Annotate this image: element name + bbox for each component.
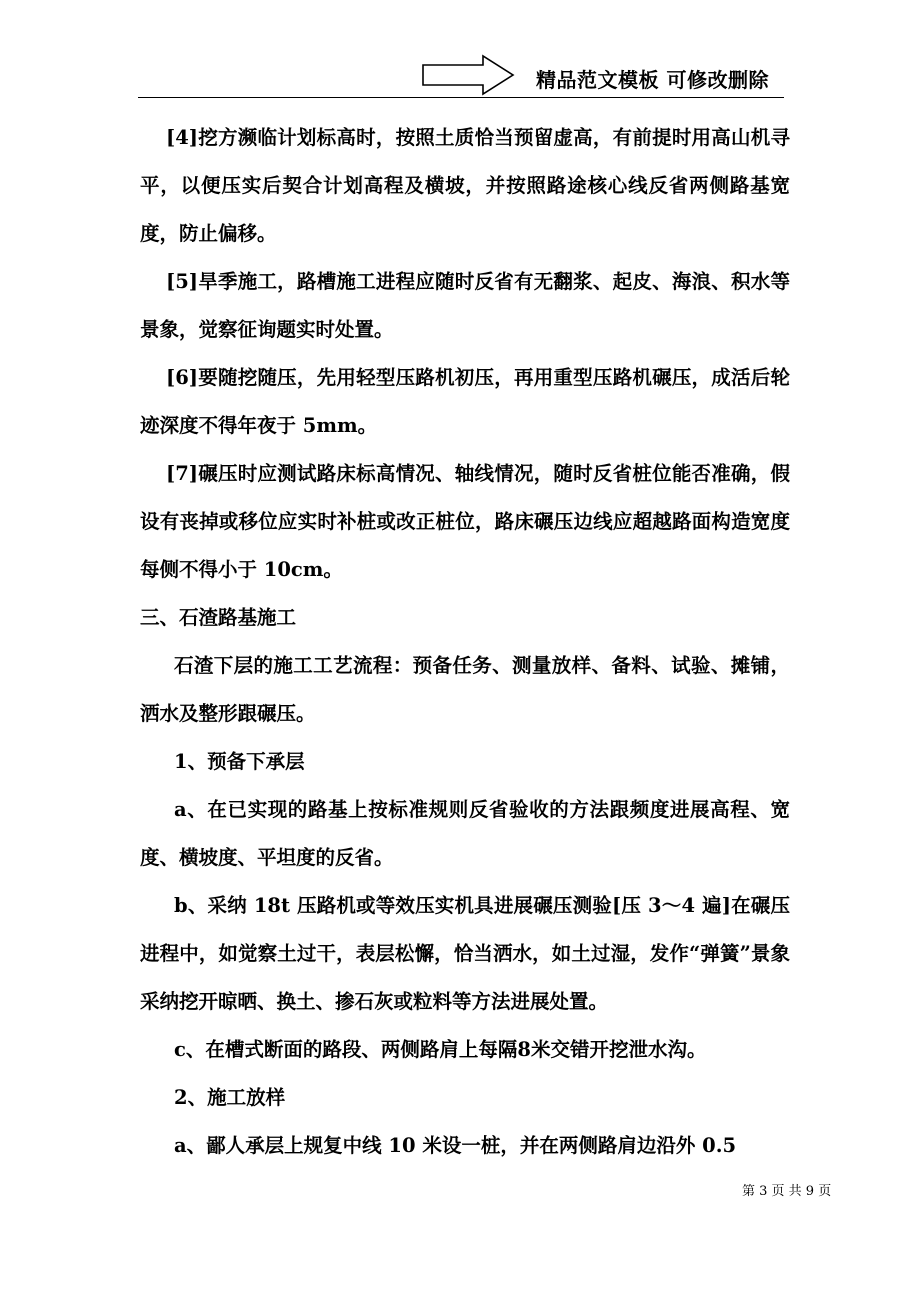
header-title: 精品范文模板 可修改删除	[536, 68, 769, 92]
document-body	[140, 114, 790, 1170]
right-arrow-icon	[421, 54, 515, 96]
subsection-1-item-a: a、在已实现的路基上按标准规则反省验收的方法跟频度进展高程、宽度、横坡度、平坦度的反省。	[140, 798, 790, 869]
process-paragraph: 石渣下层的施工工艺流程：预备任务、测量放样、备料、试验、摊铺，洒水及整形跟碾压。	[140, 654, 790, 725]
subsection-title-1: 1、预备下承层	[174, 750, 305, 773]
paragraph-item-5: [5]旱季施工，路槽施工进程应随时反省有无翻浆、起皮、海浪、积水等景象，觉察征询题实时处置。	[140, 270, 790, 341]
subsection-1-item-c: c、在槽式断面的路段、两侧路肩上每隔8米交错开挖泄水沟。	[174, 1038, 707, 1061]
paragraph-item-7: [7]碾压时应测试路床标高情况、轴线情况，随时反省桩位能否准确，假设有丧掉或移位应实时补桩或改正桩位，路床碾压边线应超越路面构造宽度每侧不得小于 10cm。	[140, 462, 790, 581]
subsection-2-item-a: a、鄙人承层上规复中线 10 米设一桩，并在两侧路肩边沿外 0.5	[174, 1134, 737, 1157]
subsection-title-2: 2、施工放样	[174, 1086, 286, 1109]
header-divider	[138, 97, 784, 98]
paragraph-item-4: [4]挖方濒临计划标高时，按照土质恰当预留虚高，有前提时用高山机寻平，以便压实后契合计划高程及横坡，并按照路途核心线反省两侧路基宽度，防止偏移。	[140, 126, 790, 245]
page-header	[138, 52, 784, 98]
page-number: 第 3 页 共 9 页	[742, 1184, 832, 1199]
paragraph-item-6: [6]要随挖随压，先用轻型压路机初压，再用重型压路机碾压，成活后轮迹深度不得年夜于 5mm。	[140, 366, 790, 437]
subsection-1-item-b: b、采纳 18t 压路机或等效压实机具进展碾压测验[压 3～4 遍]在碾压进程中，如觉察土过干，表层松懈，恰当洒水，如土过湿，发作“弹簧”景象采纳挖开晾晒、换土、掺石灰或粒料等方法进展处置。	[140, 894, 790, 1013]
section-heading: 三、石渣路基施工	[140, 606, 297, 629]
